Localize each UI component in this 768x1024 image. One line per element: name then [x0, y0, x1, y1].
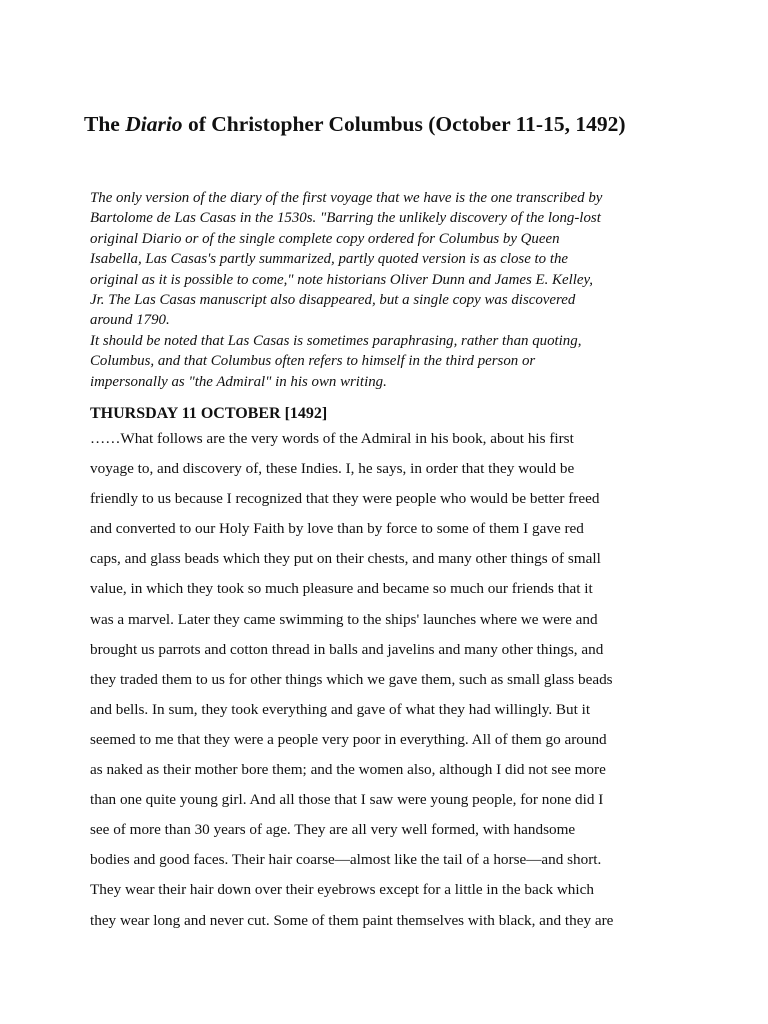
intro-line: It should be noted that Las Casas is sometimes paraphrasing, rather than quoting, [90, 332, 582, 349]
intro-line: Columbus, and that Columbus often refers to himself in the third person or [90, 353, 536, 370]
body-line: friendly to us because I recognized that they were people who would be better freed [90, 490, 600, 508]
section-heading: THURSDAY 11 OCTOBER [1492] [90, 405, 328, 422]
document-title [84, 109, 626, 139]
body-line: brought us parrots and cotton thread in balls and javelins and many other things, and [90, 640, 604, 658]
intro-line: Bartolome de Las Casas in the 1530s. "Barring the unlikely discovery of the long-lost [90, 210, 601, 227]
body-line: bodies and good faces. Their hair coarse—almost like the tail of a horse—and short. [90, 851, 602, 869]
intro-line: original as it is possible to come," note historians Oliver Dunn and James E. Kelley, [90, 271, 593, 288]
title-prefix: The [84, 112, 126, 136]
body-line: value, in which they took so much pleasure and became so much our friends that it [90, 580, 593, 598]
intro-line: original Diario or of the single complete copy ordered for Columbus by Queen [90, 230, 560, 247]
title-suffix: of Christopher Columbus (October 11-15, 1492) [182, 112, 626, 136]
intro-line: Isabella, Las Casas's partly summarized, partly quoted version is as close to the [90, 251, 569, 268]
body-line: than one quite young girl. And all those that I saw were young people, for none did I [90, 791, 604, 809]
intro-paragraph [90, 188, 680, 392]
intro-line: impersonally as "the Admiral" in his own writing. [90, 373, 387, 390]
body-line: voyage to, and discovery of, these Indies. I, he says, in order that they would be [90, 460, 575, 478]
body-line: ……What follows are the very words of the Admiral in his book, about his first [90, 430, 574, 447]
intro-line: Jr. The Las Casas manuscript also disappeared, but a single copy was discovered [90, 292, 576, 309]
body-line: was a marvel. Later they came swimming to the ships' launches where we were and [90, 610, 598, 628]
body-line: and bells. In sum, they took everything and gave of what they had willingly. But it [90, 700, 591, 718]
intro-line: The only version of the diary of the first voyage that we have is the one transcribed by [90, 190, 603, 206]
body-line: seemed to me that they were a people very poor in everything. All of them go around [90, 730, 607, 748]
body-line: They wear their hair down over their eyebrows except for a little in the back which [90, 881, 594, 899]
body-line: and converted to our Holy Faith by love than by force to some of them I gave red [90, 520, 584, 538]
intro-line: around 1790. [90, 312, 170, 329]
body-line: see of more than 30 years of age. They are all very well formed, with handsome [90, 821, 576, 839]
body-line: they traded them to us for other things which we gave them, such as small glass beads [90, 670, 613, 688]
title-emphasis: Diario [125, 112, 183, 136]
body-line: caps, and glass beads which they put on their chests, and many other things of small [90, 550, 601, 568]
body-line: they wear long and never cut. Some of them paint themselves with black, and they are [90, 911, 614, 929]
body-line: as naked as their mother bore them; and the women also, although I did not see more [90, 761, 606, 779]
section-body [90, 424, 690, 936]
